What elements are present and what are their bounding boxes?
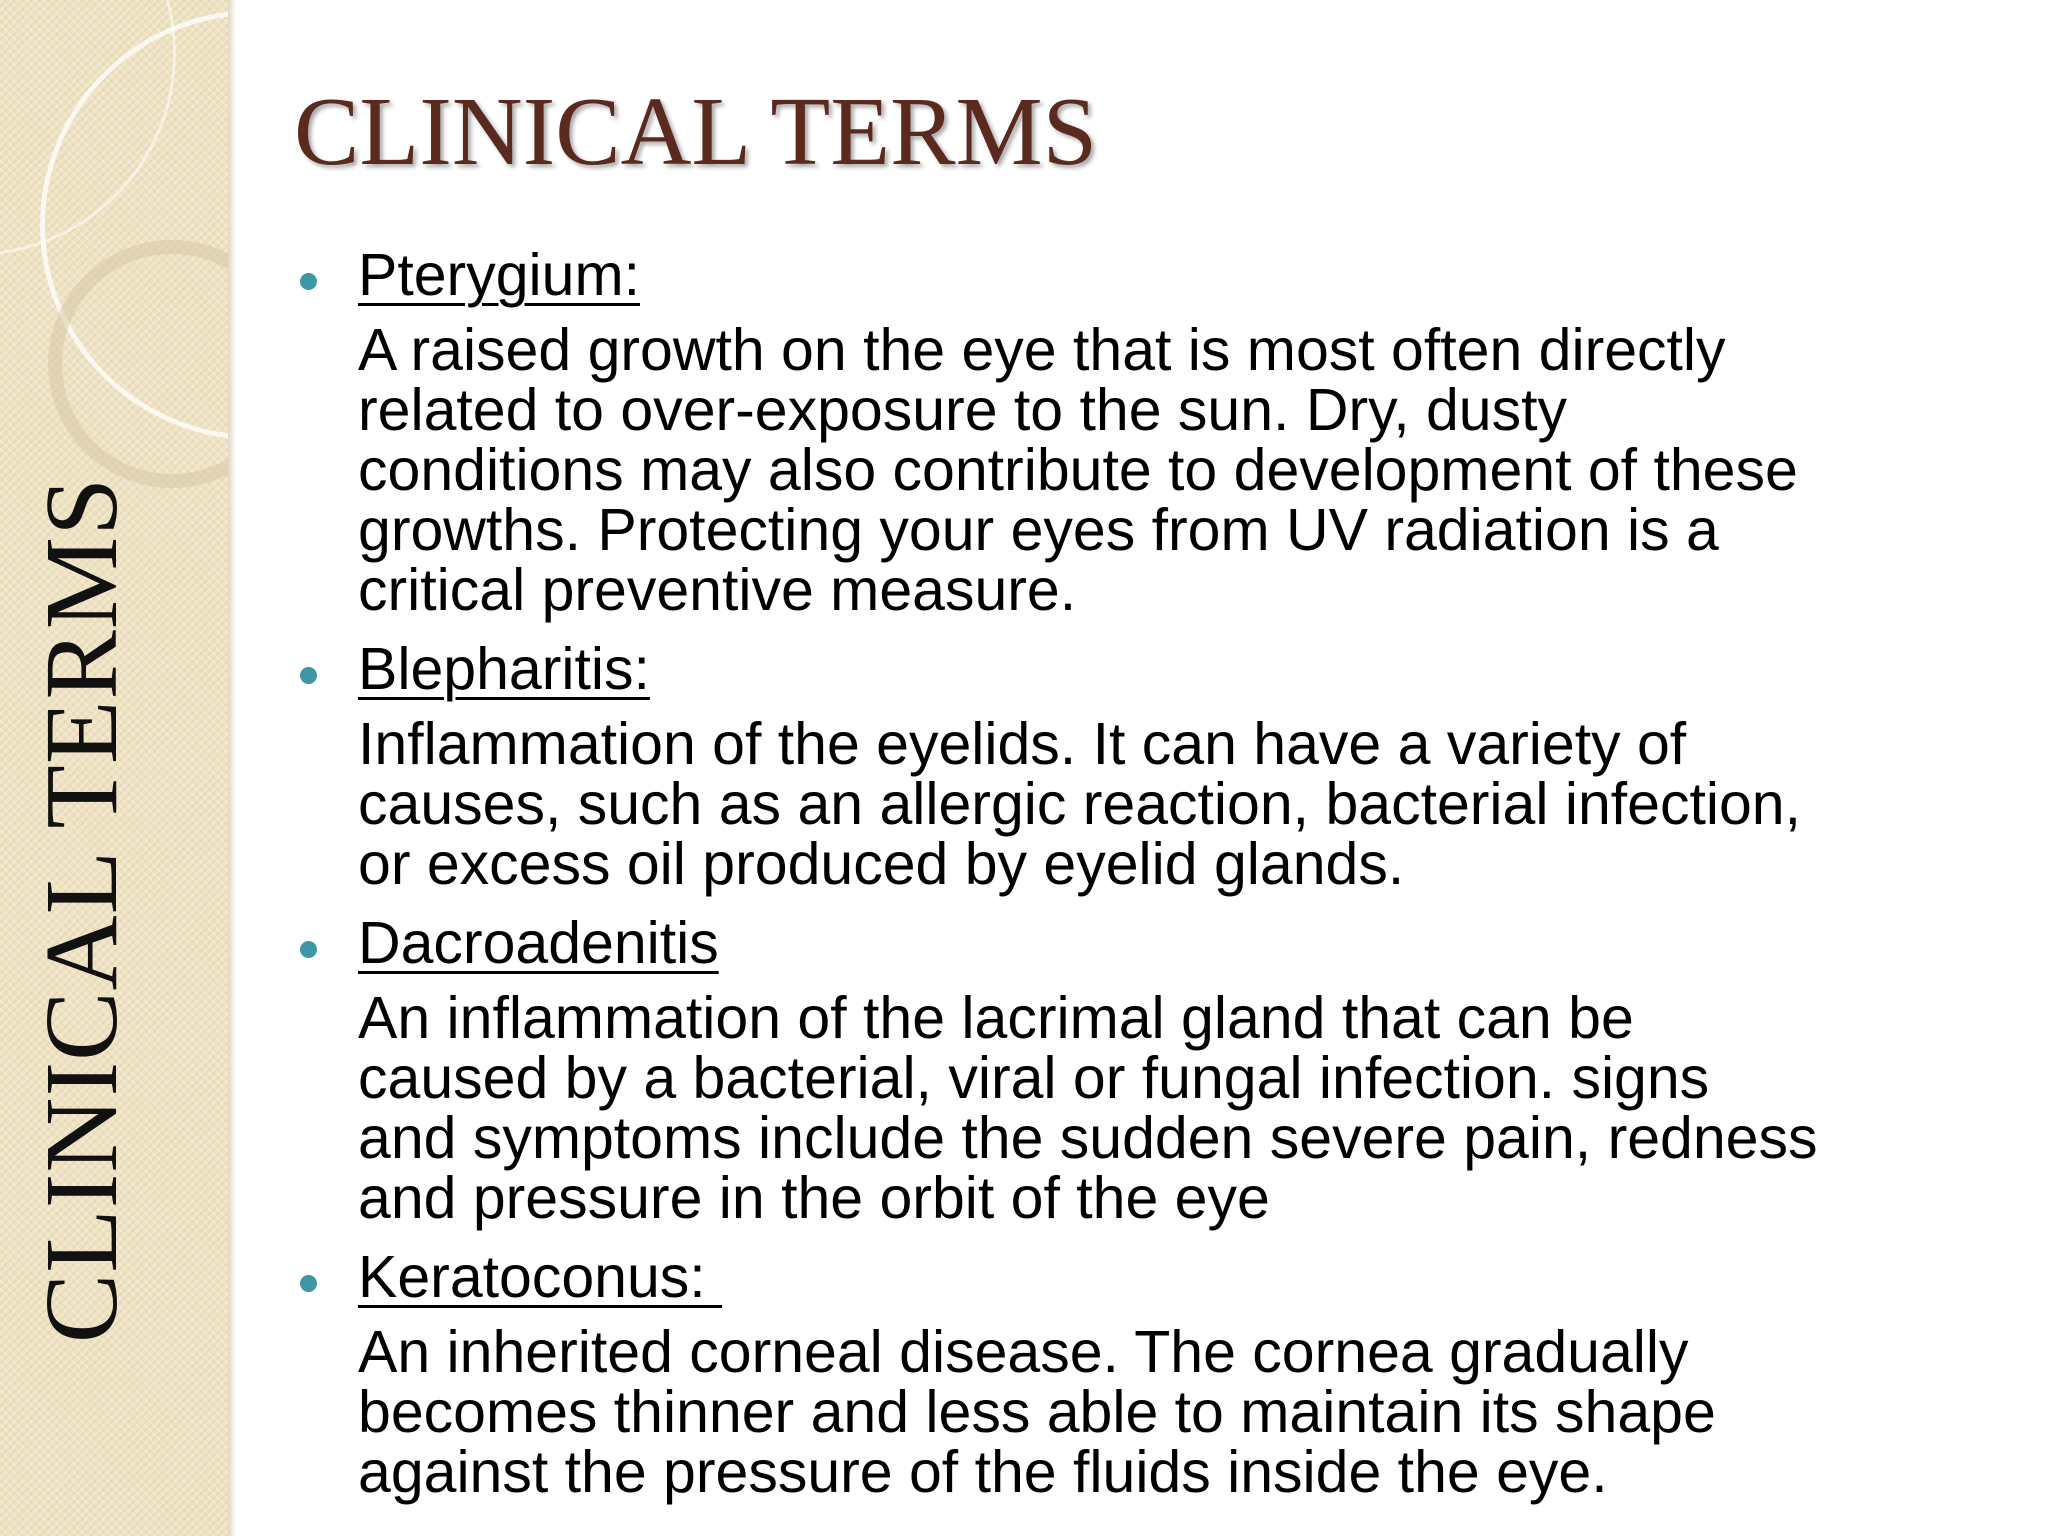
term-name: Blepharitis: — [358, 636, 650, 702]
side-band-shadow — [228, 0, 236, 1536]
bullet-icon — [300, 273, 317, 290]
terms-list — [294, 236, 2014, 1512]
term-definition: An inherited corneal disease. The cornea gradually becomes thinner and less able to maintain its shape against the pressure of the fluids inside the eye. — [358, 1319, 1716, 1505]
term-item-dacroadenitis — [294, 904, 2014, 1231]
bullet-icon — [300, 667, 317, 684]
term-definition: A raised growth on the eye that is most often directly related to over-exposure to the sun. Dry, dusty conditions may also contribute to development of these growths. Protecting your eyes from UV radiation is a critical preventive measure. — [358, 317, 1798, 623]
bullet-icon — [300, 1275, 317, 1292]
term-name: Dacroadenitis — [358, 910, 719, 976]
term-name: Pterygium: — [358, 242, 640, 308]
slide-title: CLINICAL TERMS — [294, 78, 1098, 186]
bullet-icon — [300, 941, 317, 958]
term-item-blepharitis — [294, 630, 2014, 897]
term-definition: Inflammation of the eyelids. It can have a variety of causes, such as an allergic reaction, bacterial infection, or excess oil produced by eyelid glands. — [358, 711, 1801, 897]
term-item-pterygium — [294, 236, 2014, 623]
term-definition: An inflammation of the lacrimal gland that can be caused by a bacterial, viral or fungal infection. signs and symptoms include the sudden severe pain, redness and pressure in the orbit of the eye — [358, 985, 1818, 1231]
term-name: Keratoconus: — [358, 1244, 723, 1310]
term-item-keratoconus — [294, 1238, 2014, 1505]
vertical-side-title: CLINICAL TERMS — [24, 476, 139, 1344]
